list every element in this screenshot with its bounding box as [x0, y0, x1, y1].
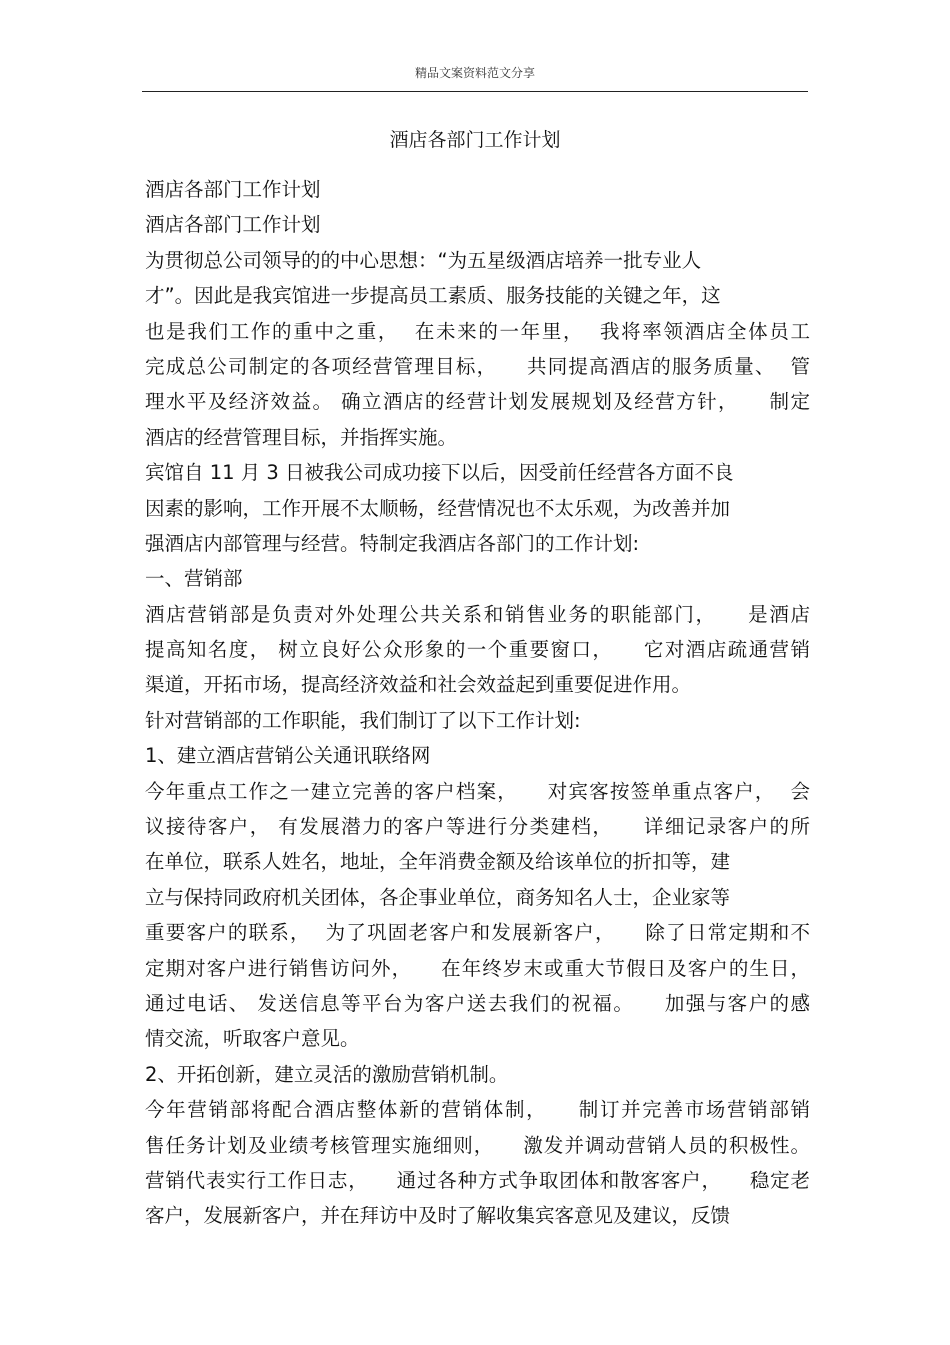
- document-body: [145, 172, 810, 1234]
- body-text-line: 渠道，开拓市场，提高经济效益和社会效益起到重要促进作用。: [145, 673, 692, 697]
- body-text-line: 才”。因此是我宾馆进一步提高员工素质、服务技能的关键之年，这: [145, 284, 721, 308]
- body-text-line: 2、开拓创新，建立灵活的激励营销机制。: [145, 1062, 509, 1086]
- body-text-line: 完成总公司制定的各项经营管理目标， 共同提高酒店的服务质量、 管: [145, 354, 810, 378]
- body-text-line: 客户，发展新客户，并在拜访中及时了解收集宾客意见及建议，反馈: [145, 1204, 731, 1228]
- body-text-line: 在单位，联系人姓名，地址，全年消费金额及给该单位的折扣等，建: [145, 850, 731, 874]
- body-text-line: 今年重点工作之一建立完善的客户档案， 对宾客按签单重点客户， 会: [145, 779, 810, 803]
- body-text-line: 情交流，听取客户意见。: [145, 1027, 360, 1051]
- body-text-line: 定期对客户进行销售访问外， 在年终岁末或重大节假日及客户的生日，: [145, 956, 810, 980]
- body-text-line: 宾馆自 11 月 3 日被我公司成功接下以后，因受前任经营各方面不良: [145, 461, 734, 485]
- body-text-line: 因素的影响，工作开展不太顺畅，经营情况也不太乐观，为改善并加: [145, 496, 731, 520]
- body-text-line: 酒店的经营管理目标，并指挥实施。: [145, 425, 458, 449]
- body-text-line: 议接待客户， 有发展潜力的客户等进行分类建档， 详细记录客户的所: [145, 815, 810, 839]
- body-text-line: 提高知名度， 树立良好公众形象的一个重要窗口， 它对酒店疏通营销: [145, 638, 810, 662]
- header-divider: [142, 91, 808, 92]
- body-text-line: 营销代表实行工作日志， 通过各种方式争取团体和散客客户， 稳定老: [145, 1168, 810, 1192]
- body-text-line: 今年营销部将配合酒店整体新的营销体制， 制订并完善市场营销部销: [145, 1098, 810, 1122]
- body-text-line: 酒店营销部是负责对外处理公共关系和销售业务的职能部门， 是酒店: [145, 602, 810, 626]
- body-text-line: 重要客户的联系， 为了巩固老客户和发展新客户， 除了日常定期和不: [145, 921, 810, 945]
- body-text-line: 立与保持同政府机关团体，各企事业单位，商务知名人士，企业家等: [145, 885, 731, 909]
- body-text-line: 通过电话、 发送信息等平台为客户送去我们的祝福。 加强与客户的感: [145, 991, 810, 1015]
- page-header-text: 精品文案资料范文分享: [414, 66, 535, 80]
- body-text-line: 理水平及经济效益。 确立酒店的经营计划发展规划及经营方针， 制定: [145, 390, 810, 414]
- body-text-line: 为贯彻总公司领导的的中心思想：“为五星级酒店培养一批专业人: [145, 248, 702, 272]
- body-text-line: 强酒店内部管理与经营。特制定我酒店各部门的工作计划:: [145, 531, 640, 555]
- body-text-line: 酒店各部门工作计划: [145, 213, 321, 237]
- body-text-line: 售任务计划及业绩考核管理实施细则， 激发并调动营销人员的积极性。: [145, 1133, 810, 1157]
- document-title: 酒店各部门工作计划: [389, 129, 561, 151]
- body-text-line: 酒店各部门工作计划: [145, 178, 321, 201]
- body-text-line: 1、建立酒店营销公关通讯联络网: [145, 744, 431, 768]
- body-text-line: 针对营销部的工作职能，我们制订了以下工作计划:: [145, 708, 581, 732]
- body-text-line: 也是我们工作的重中之重， 在未来的一年里， 我将率领酒店全体员工: [145, 319, 810, 343]
- body-text-line: 一、营销部: [145, 567, 243, 591]
